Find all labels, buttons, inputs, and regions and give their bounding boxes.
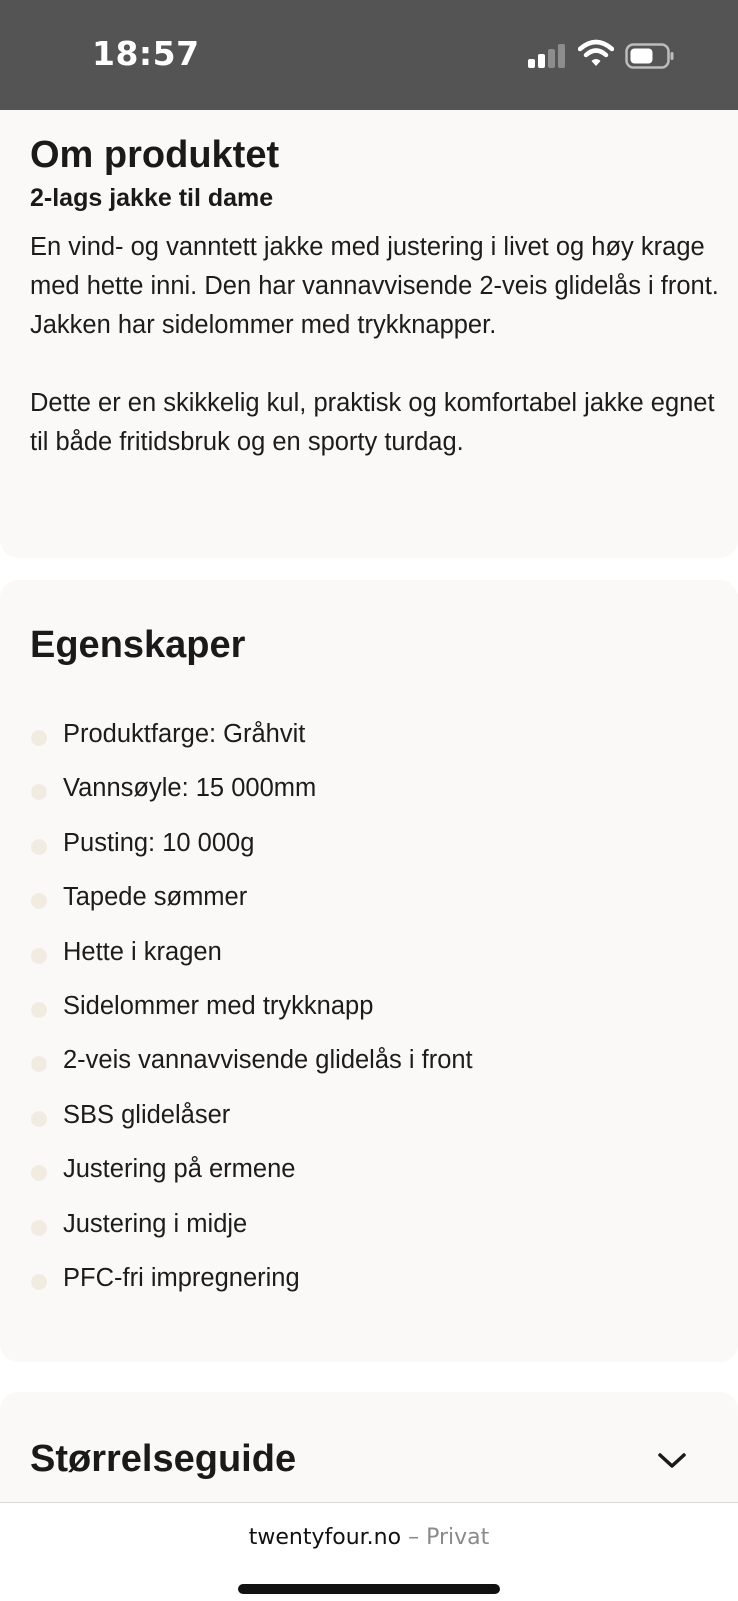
chevron-down-icon[interactable] [656, 1450, 688, 1472]
about-heading: Om produktet [30, 134, 280, 176]
address-text[interactable] [0, 1525, 738, 1550]
description-paragraph: Dette er en skikkelig kul, praktisk og komfortabel jakke egnet til både fritidsbruk og en sporty turdag. [30, 389, 715, 456]
feature-text: Pusting: 10 000g [63, 828, 255, 857]
feature-text: SBS glidelåser [63, 1100, 231, 1129]
about-product-section [0, 110, 738, 558]
bullet-icon [31, 730, 47, 746]
feature-text: Hette i kragen [63, 937, 222, 966]
page-content[interactable] [0, 110, 738, 1502]
bullet-icon [31, 1056, 47, 1072]
feature-text: Sidelommer med trykknapp [63, 991, 374, 1020]
feature-text: Justering i midje [63, 1209, 248, 1238]
bullet-icon [31, 1002, 47, 1018]
description-paragraph: En vind- og vanntett jakke med justering i livet og høy krage med hette inni. Den har vannavvisende 2-veis glidelås i front. Jakken har sidelommer med trykknapper. [30, 233, 719, 339]
bullet-icon [31, 1274, 47, 1290]
bullet-icon [31, 893, 47, 909]
feature-text: Justering på ermene [63, 1155, 296, 1184]
status-time: 18:57 [92, 34, 200, 73]
bullet-icon [31, 1220, 47, 1236]
cellular-signal-icon [528, 42, 566, 68]
feature-text: Vannsøyle: 15 000mm [63, 774, 317, 803]
bullet-icon [31, 1111, 47, 1127]
private-mode-label: Privat [426, 1525, 490, 1550]
feature-text: 2-veis vannavvisende glidelås i front [63, 1046, 473, 1075]
properties-heading: Egenskaper [30, 624, 246, 666]
wifi-icon [578, 38, 614, 68]
bullet-icon [31, 948, 47, 964]
status-bar [0, 0, 738, 110]
feature-text: Produktfarge: Gråhvit [63, 720, 306, 748]
size-guide-accordion[interactable] [0, 1392, 738, 1502]
bullet-icon [31, 784, 47, 800]
bullet-icon [31, 839, 47, 855]
feature-text: Tapede sømmer [63, 883, 248, 912]
bullet-icon [31, 1165, 47, 1181]
product-subtitle: 2-lags jakke til dame [30, 184, 274, 212]
feature-text: PFC-fri impregnering [63, 1263, 300, 1292]
battery-icon [625, 43, 675, 69]
properties-section [0, 580, 738, 1362]
home-indicator[interactable] [238, 1584, 500, 1594]
size-guide-heading[interactable]: Størrelseguide [30, 1438, 297, 1480]
site-domain: twentyfour.no [248, 1525, 402, 1550]
browser-address-bar[interactable] [0, 1502, 738, 1601]
address-separator: – [408, 1525, 420, 1550]
